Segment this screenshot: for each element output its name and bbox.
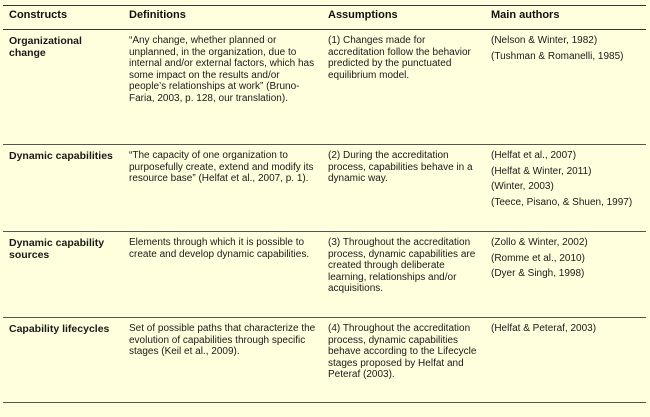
assumption-cell: (2) During the accreditation process, capabilities behave in a dynamic way.	[322, 145, 485, 232]
table-row	[3, 318, 646, 403]
constructs-table	[3, 5, 646, 403]
header-assumptions: Assumptions	[322, 6, 485, 30]
definition-cell: Elements through which it is possible to create and develop dynamic capabilities.	[123, 232, 322, 318]
author-citation: (Nelson & Winter, 1982)	[491, 35, 598, 46]
construct-cell: Dynamic capabilities	[3, 145, 123, 232]
construct-cell: Dynamic capability sources	[3, 232, 123, 318]
definition-cell: “The capacity of one organization to purposefully create, extend and modify its resource base” (Helfat et al., 2007, p. 1).	[123, 145, 322, 232]
author-citation: (Dyer & Singh, 1998)	[491, 268, 585, 280]
author-citation: (Romme et al., 2010)	[491, 252, 585, 264]
assumption-cell: (1) Changes made for accreditation follow the behavior predicted by the punctuated equilibrium model.	[322, 30, 485, 145]
table-row	[3, 232, 646, 318]
header-constructs: Constructs	[3, 6, 123, 30]
construct-cell: Capability lifecycles	[3, 318, 123, 403]
header-definitions: Definitions	[123, 6, 322, 30]
definition-cell: Set of possible paths that characterize the evolution of capabilities through specific stages (Keil et al., 2009).	[123, 318, 322, 403]
author-citation: (Helfat & Peteraf, 2003)	[491, 323, 597, 334]
author-citation: (Helfat & Winter, 2011)	[491, 165, 592, 177]
author-citation: (Zollo & Winter, 2002)	[491, 237, 588, 248]
definition-cell: “Any change, whether planned or unplanned, in the organization, due to internal and/or external factors, which has some impact on the results and/or people’s relationships at work” (Bruno-Faria, 2003, p. 128, our translation).	[123, 30, 322, 145]
author-citation: (Helfat et al., 2007)	[491, 150, 577, 161]
authors-cell	[485, 30, 646, 145]
authors-cell	[485, 145, 646, 232]
header-main-authors: Main authors	[485, 6, 646, 30]
author-citation: (Winter, 2003)	[491, 181, 554, 193]
author-citation: (Tushman & Romanelli, 1985)	[491, 50, 624, 62]
authors-cell	[485, 318, 646, 403]
table-row	[3, 30, 646, 145]
authors-cell	[485, 232, 646, 318]
author-citation: (Teece, Pisano, & Shuen, 1997)	[491, 196, 633, 208]
construct-cell: Organizational change	[3, 30, 123, 145]
table-row	[3, 145, 646, 232]
header-row	[3, 6, 646, 30]
assumption-cell: (3) Throughout the accreditation process, dynamic capabilities are created through deliberate learning, relationships and/or acquisitions.	[322, 232, 485, 318]
assumption-cell: (4) Throughout the accreditation process, dynamic capabilities behave according to the Lifecycle stages proposed by Helfat and Peteraf (2003).	[322, 318, 485, 403]
